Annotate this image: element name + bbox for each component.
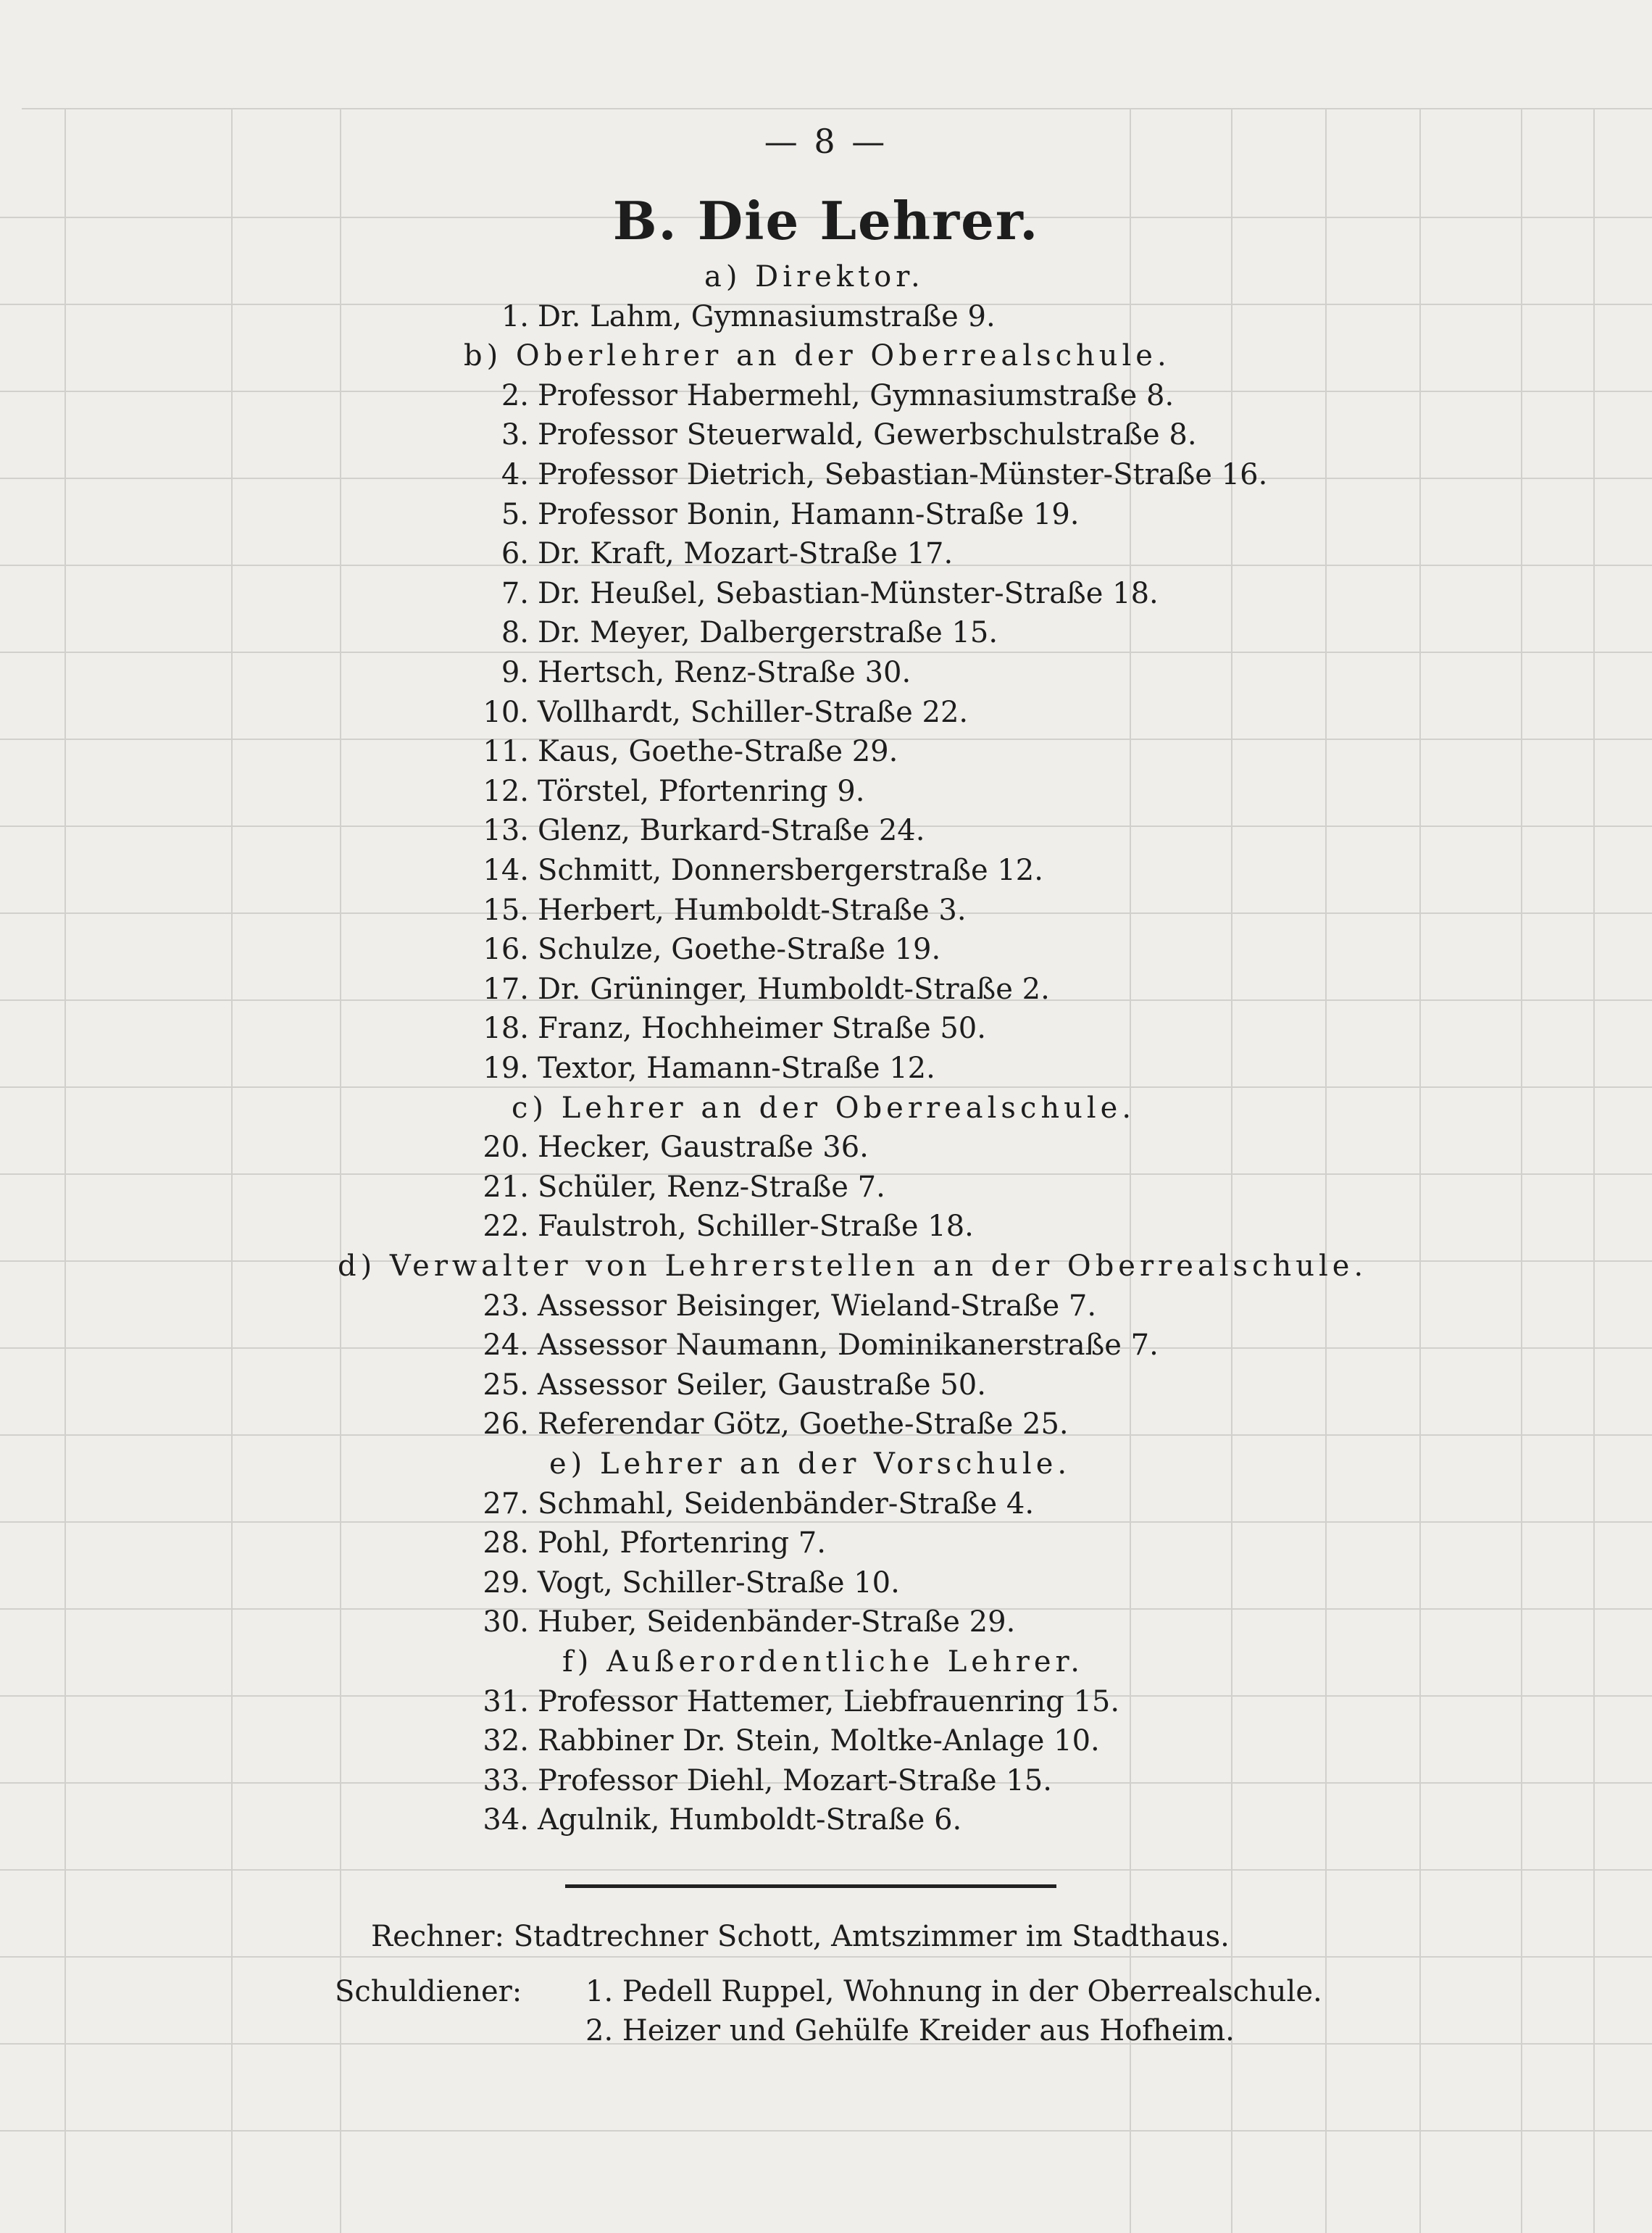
teacher-entry: Agulnik, Humboldt-Straße 6. bbox=[538, 1803, 962, 1837]
entry-number: 8. bbox=[501, 616, 529, 649]
teacher-entry: Dr. Meyer, Dalbergerstraße 15. bbox=[538, 616, 998, 649]
teacher-entry: Hertsch, Renz-Straße 30. bbox=[538, 656, 911, 689]
entry-number: 10. bbox=[483, 696, 529, 729]
section-heading: b) Oberlehrer an der Oberrealschule. bbox=[464, 339, 1171, 373]
entry-number: 24. bbox=[483, 1328, 529, 1362]
entry-number: 26. bbox=[483, 1407, 529, 1441]
teacher-entry: Professor Steuerwald, Gewerbschulstraße 8. bbox=[538, 418, 1197, 452]
teacher-entry: Schulze, Goethe-Straße 19. bbox=[538, 933, 941, 966]
page-title: B. Die Lehrer. bbox=[612, 190, 1040, 251]
section-heading: f) Außerordentliche Lehrer. bbox=[562, 1645, 1084, 1679]
entry-number: 12. bbox=[483, 775, 529, 808]
entry-number: 11. bbox=[483, 735, 529, 768]
teacher-entry: Dr. Kraft, Mozart-Straße 17. bbox=[538, 537, 954, 570]
teacher-entry: Pohl, Pfortenring 7. bbox=[538, 1526, 826, 1560]
teacher-entry: Vollhardt, Schiller-Straße 22. bbox=[538, 696, 969, 729]
entry-number: 16. bbox=[483, 933, 529, 966]
teacher-entry: Franz, Hochheimer Straße 50. bbox=[538, 1012, 986, 1045]
entry-number: 28. bbox=[483, 1526, 529, 1560]
teacher-entry: Professor Habermehl, Gymnasiumstraße 8. bbox=[538, 379, 1175, 412]
teacher-entry: Schmitt, Donnersbergerstraße 12. bbox=[538, 854, 1043, 887]
entry-number: 17. bbox=[483, 973, 529, 1006]
entry-number: 3. bbox=[501, 418, 529, 452]
teacher-entry: Vogt, Schiller-Straße 10. bbox=[538, 1566, 900, 1600]
entry-number: 21. bbox=[483, 1170, 529, 1204]
section-heading: e) Lehrer an der Vorschule. bbox=[549, 1447, 1072, 1481]
page-number: — 8 — bbox=[764, 122, 888, 161]
teacher-entry: Assessor Seiler, Gaustraße 50. bbox=[538, 1368, 986, 1402]
teacher-entry: Faulstroh, Schiller-Straße 18. bbox=[538, 1210, 974, 1243]
entry-number: 34. bbox=[483, 1803, 529, 1837]
teacher-entry: Textor, Hamann-Straße 12. bbox=[538, 1052, 935, 1085]
rechner-line: Rechner: Stadtrechner Schott, Amtszimmer im Stadthaus. bbox=[371, 1920, 1230, 1953]
entry-number: 25. bbox=[483, 1368, 529, 1402]
teacher-entry: Huber, Seidenbänder-Straße 29. bbox=[538, 1605, 1016, 1639]
entry-number: 13. bbox=[483, 814, 529, 847]
teacher-entry: Assessor Naumann, Dominikanerstraße 7. bbox=[538, 1328, 1159, 1362]
teacher-entry: Referendar Götz, Goethe-Straße 25. bbox=[538, 1407, 1069, 1441]
schuldiener-item-2: 2. Heizer und Gehülfe Kreider aus Hofheim. bbox=[585, 2014, 1235, 2047]
schuldiener-label: Schuldiener: bbox=[335, 1975, 522, 2008]
teacher-entry: Professor Dietrich, Sebastian-Münster-Straße 16. bbox=[538, 458, 1268, 491]
teacher-entry: Schmahl, Seidenbänder-Straße 4. bbox=[538, 1487, 1035, 1521]
entry-number: 2. bbox=[501, 379, 529, 412]
entry-number: 33. bbox=[483, 1764, 529, 1797]
entry-number: 19. bbox=[483, 1052, 529, 1085]
teacher-entry: Professor Hattemer, Liebfrauenring 15. bbox=[538, 1685, 1120, 1718]
teacher-entry: Professor Diehl, Mozart-Straße 15. bbox=[538, 1764, 1052, 1797]
entry-number: 1. bbox=[501, 300, 529, 333]
section-heading: c) Lehrer an der Oberrealschule. bbox=[512, 1091, 1136, 1125]
teacher-entry: Schüler, Renz-Straße 7. bbox=[538, 1170, 885, 1204]
entry-number: 15. bbox=[483, 894, 529, 927]
entry-number: 14. bbox=[483, 854, 529, 887]
teacher-entry: Herbert, Humboldt-Straße 3. bbox=[538, 894, 967, 927]
entry-number: 9. bbox=[501, 656, 529, 689]
teacher-entry: Rabbiner Dr. Stein, Moltke-Anlage 10. bbox=[538, 1724, 1100, 1758]
entry-number: 29. bbox=[483, 1566, 529, 1600]
entry-number: 6. bbox=[501, 537, 529, 570]
schuldiener-item-1: 1. Pedell Ruppel, Wohnung in der Oberrealschule. bbox=[585, 1975, 1322, 2008]
entry-number: 18. bbox=[483, 1012, 529, 1045]
entry-number: 4. bbox=[501, 458, 529, 491]
entry-number: 22. bbox=[483, 1210, 529, 1243]
teacher-entry: Dr. Grüninger, Humboldt-Straße 2. bbox=[538, 973, 1050, 1006]
teacher-entry: Törstel, Pfortenring 9. bbox=[538, 775, 865, 808]
teacher-entry: Kaus, Goethe-Straße 29. bbox=[538, 735, 898, 768]
entry-number: 32. bbox=[483, 1724, 529, 1758]
section-heading: d) Verwalter von Lehrerstellen an der Oberrealschule. bbox=[338, 1249, 1368, 1283]
entry-number: 7. bbox=[501, 577, 529, 610]
entry-number: 30. bbox=[483, 1605, 529, 1639]
teacher-entry: Assessor Beisinger, Wieland-Straße 7. bbox=[538, 1289, 1097, 1323]
teacher-entry: Glenz, Burkard-Straße 24. bbox=[538, 814, 925, 847]
teacher-entry: Dr. Lahm, Gymnasiumstraße 9. bbox=[538, 300, 996, 333]
entry-number: 27. bbox=[483, 1487, 529, 1521]
teacher-entry: Hecker, Gaustraße 36. bbox=[538, 1131, 869, 1164]
entry-number: 5. bbox=[501, 498, 529, 531]
entry-number: 23. bbox=[483, 1289, 529, 1323]
entry-number: 20. bbox=[483, 1131, 529, 1164]
teacher-entry: Dr. Heußel, Sebastian-Münster-Straße 18. bbox=[538, 577, 1159, 610]
entry-number: 31. bbox=[483, 1685, 529, 1718]
section-heading: a) Direktor. bbox=[704, 260, 925, 294]
divider-rule bbox=[565, 1884, 1056, 1888]
teacher-entry: Professor Bonin, Hamann-Straße 19. bbox=[538, 498, 1080, 531]
